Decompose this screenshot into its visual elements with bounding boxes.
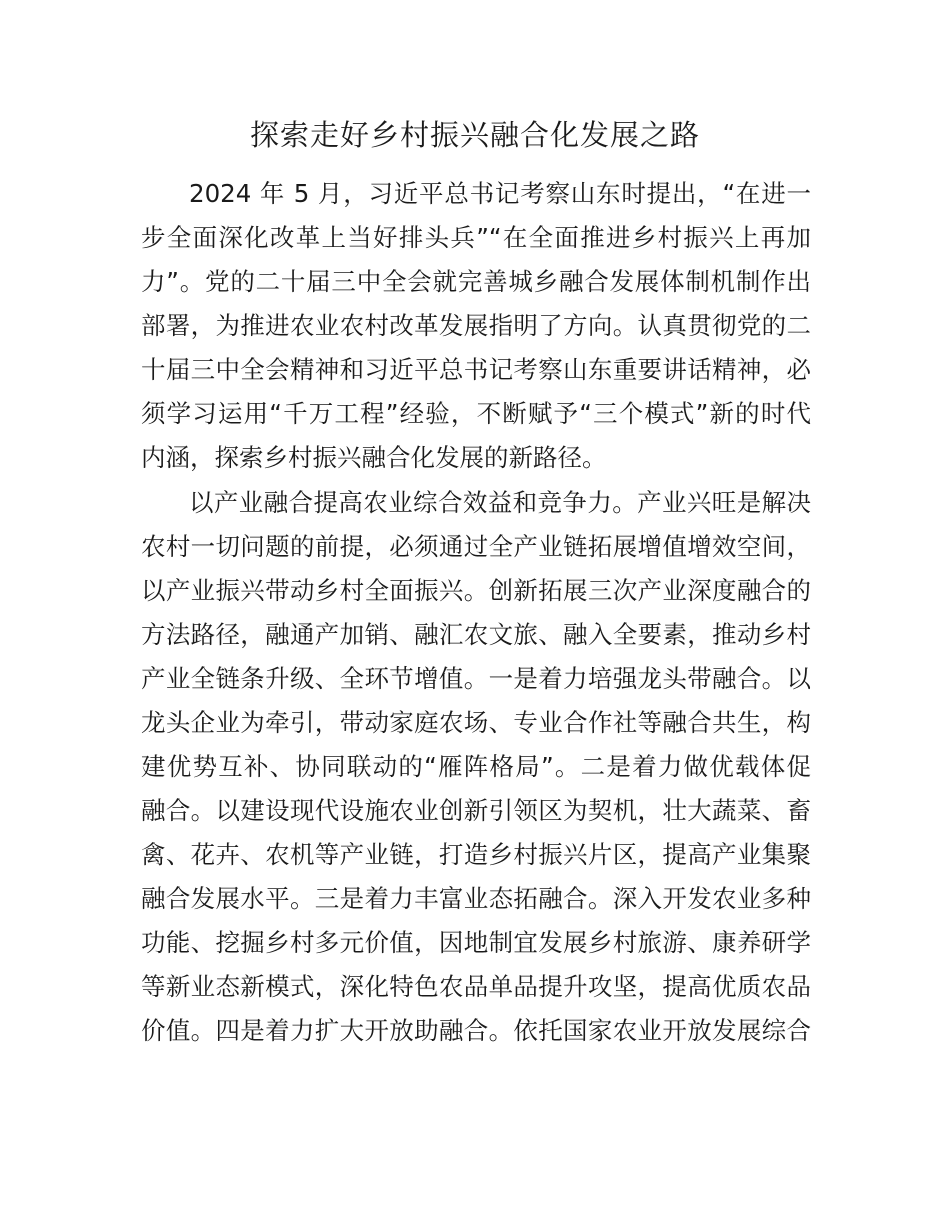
paragraph-line: 部署，为推进农业农村改革发展指明了方向。认真贯彻党的二 — [141, 311, 811, 340]
paragraph-line: 农村一切问题的前提，必须通过全产业链拓展增值增效空间， — [141, 532, 811, 561]
document-title: 探索走好乡村振兴融合化发展之路 — [249, 118, 700, 152]
paragraph-line: 方法路径，融通产加销、融汇农文旅、融入全要素，推动乡村 — [141, 620, 811, 649]
paragraph-line: 融合。以建设现代设施农业创新引领区为契机，壮大蔬菜、畜 — [141, 796, 811, 825]
paragraph-line: 以产业融合提高农业综合效益和竞争力。产业兴旺是解决 — [189, 488, 811, 517]
paragraph-line: 融合发展水平。三是着力丰富业态拓融合。深入开发农业多种 — [141, 884, 811, 913]
paragraph-line: 产业全链条升级、全环节增值。一是着力培强龙头带融合。以 — [141, 664, 811, 693]
paragraph-2 — [141, 481, 811, 1053]
paragraph-line: 力”。党的二十届三中全会就完善城乡融合发展体制机制作出 — [141, 267, 811, 296]
paragraph-line: 内涵，探索乡村振兴融合化发展的新路径。 — [141, 443, 607, 472]
paragraph-line: 等新业态新模式，深化特色农品单品提升攻坚，提高优质农品 — [141, 972, 811, 1001]
paragraph-line: 须学习运用“千万工程”经验，不断赋予“三个模式”新的时代 — [141, 399, 811, 428]
paragraph-line: 价值。四是着力扩大开放助融合。依托国家农业开放发展综合 — [141, 1016, 811, 1045]
paragraph-line: 步全面深化改革上当好排头兵”“在全面推进乡村振兴上再加 — [141, 223, 811, 252]
paragraph-line: 建优势互补、协同联动的“雁阵格局”。二是着力做优载体促 — [141, 752, 811, 781]
paragraph-line: 十届三中全会精神和习近平总书记考察山东重要讲话精神，必 — [141, 355, 811, 384]
paragraph-line: 功能、挖掘乡村多元价值，因地制宜发展乡村旅游、康养研学 — [141, 928, 811, 957]
paragraph-line: 禽、花卉、农机等产业链，打造乡村振兴片区，提高产业集聚 — [141, 840, 811, 869]
paragraph-line: 以产业振兴带动乡村全面振兴。创新拓展三次产业深度融合的 — [141, 576, 811, 605]
paragraph-1 — [141, 172, 811, 480]
paragraph-line: 2024 年 5 月，习近平总书记考察山东时提出，“在进一 — [189, 179, 811, 208]
paragraph-line: 龙头企业为牵引，带动家庭农场、专业合作社等融合共生，构 — [141, 708, 811, 737]
